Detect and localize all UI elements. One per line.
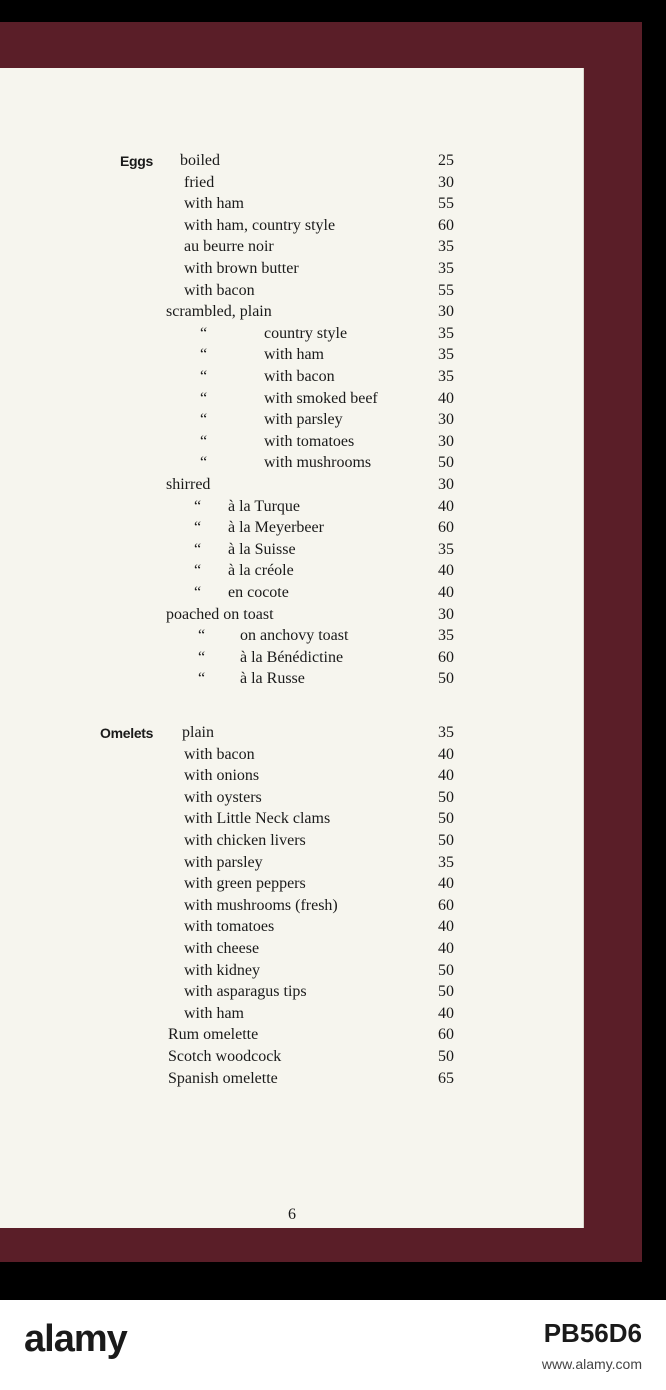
item-name: scrambled, plain: [166, 303, 272, 321]
menu-row: [0, 625, 584, 647]
menu-row: [0, 431, 584, 453]
item-name: country style: [264, 324, 348, 342]
item-price: 40: [438, 562, 454, 580]
item-name: with ham: [184, 195, 244, 213]
item-name: with parsley: [264, 411, 343, 429]
menu-row: [0, 496, 584, 518]
item-name: with mushrooms (fresh): [184, 896, 338, 914]
ditto-mark: “: [198, 627, 206, 645]
ditto-mark: “: [200, 389, 208, 407]
menu-row: [0, 765, 584, 787]
item-name: with Little Neck clams: [184, 810, 331, 828]
item-price: 50: [438, 832, 454, 849]
watermark-url: www.alamy.com: [541, 1356, 642, 1372]
item-name: on anchovy toast: [240, 627, 349, 645]
item-price: 40: [438, 918, 454, 936]
menu-row: [0, 938, 584, 960]
item-price: 50: [438, 670, 454, 688]
menu-row: [0, 1068, 584, 1090]
item-price: 40: [438, 389, 454, 407]
ditto-mark: “: [200, 411, 208, 429]
menu-row: [0, 604, 584, 626]
item-price: 60: [438, 1026, 454, 1044]
item-name: with bacon: [264, 368, 335, 385]
item-price: 55: [438, 195, 454, 213]
item-price: 40: [438, 745, 454, 763]
menu-row: [0, 916, 584, 938]
menu-row: [0, 981, 584, 1003]
item-price: 35: [438, 324, 454, 342]
item-price: 40: [438, 940, 454, 957]
menu-row: [0, 323, 584, 345]
item-name: Rum omelette: [168, 1026, 259, 1044]
item-name: with oysters: [184, 788, 262, 806]
menu-row: [0, 787, 584, 809]
item-price: 30: [438, 432, 454, 450]
item-name: with asparagus tips: [184, 983, 307, 1001]
menu-row: [0, 808, 584, 830]
item-name: with bacon: [184, 281, 255, 299]
item-name: with kidney: [184, 961, 260, 979]
item-price: 60: [438, 216, 454, 234]
ditto-mark: “: [200, 454, 208, 472]
menu-row: [0, 517, 584, 539]
watermark-brand: alamy: [24, 1318, 127, 1360]
menu-row: [0, 193, 584, 215]
item-price: 30: [438, 303, 454, 321]
item-name: poached on toast: [166, 605, 274, 623]
item-price: 35: [438, 853, 454, 871]
page-number: 6: [288, 1206, 296, 1223]
item-name: with ham, country style: [184, 216, 336, 234]
menu-row: [0, 474, 584, 496]
menu-row: [0, 582, 584, 604]
item-name: Spanish omelette: [168, 1069, 278, 1087]
ditto-mark: “: [200, 346, 208, 364]
menu-row: [0, 452, 584, 474]
item-name: à la Meyerbeer: [228, 519, 324, 537]
item-price: 55: [438, 281, 454, 299]
item-name: with ham: [184, 1004, 244, 1022]
item-price: 35: [438, 238, 454, 256]
item-name: en cocote: [228, 584, 289, 601]
menu-row: [0, 830, 584, 852]
menu-row: [0, 722, 584, 744]
menu-row: [0, 1046, 584, 1068]
item-price: 35: [438, 540, 454, 558]
menu-row: [0, 895, 584, 917]
item-price: 50: [438, 810, 454, 828]
item-name: with brown butter: [184, 260, 299, 277]
ditto-mark: “: [200, 432, 208, 450]
item-price: 65: [438, 1069, 454, 1087]
watermark-code: PB56D6: [543, 1318, 642, 1348]
item-name: with bacon: [184, 745, 255, 763]
menu-row: [0, 301, 584, 323]
ditto-mark: “: [194, 540, 202, 558]
item-price: 50: [438, 454, 454, 472]
menu-row: [0, 960, 584, 982]
item-name: with ham: [264, 346, 324, 364]
menu-row: [0, 366, 584, 388]
ditto-mark: “: [194, 519, 202, 537]
item-price: 35: [438, 724, 454, 741]
ditto-mark: “: [198, 648, 206, 666]
item-price: 50: [438, 1048, 454, 1065]
item-price: 40: [438, 497, 454, 515]
menu-row: [0, 150, 584, 172]
item-price: 30: [438, 411, 454, 429]
section-label: Eggs: [120, 153, 154, 169]
menu-row: [0, 344, 584, 366]
item-price: 35: [438, 346, 454, 364]
ditto-mark: “: [200, 324, 208, 342]
item-name: with chicken livers: [184, 832, 306, 849]
item-price: 50: [438, 788, 454, 806]
item-price: 40: [438, 1004, 454, 1022]
item-name: with onions: [184, 767, 260, 785]
menu-row: [0, 539, 584, 561]
item-price: 50: [438, 983, 454, 1001]
menu-row: [0, 647, 584, 669]
item-name: boiled: [180, 152, 220, 169]
item-price: 60: [438, 519, 454, 537]
item-name: with cheese: [184, 940, 260, 957]
item-price: 40: [438, 875, 454, 893]
item-price: 30: [438, 476, 454, 493]
item-name: with parsley: [184, 853, 263, 871]
menu-page: [0, 68, 584, 1228]
item-price: 30: [438, 173, 454, 191]
menu-row: [0, 258, 584, 280]
ditto-mark: “: [194, 497, 202, 515]
item-price: 40: [438, 767, 454, 785]
menu-row: [0, 560, 584, 582]
ditto-mark: “: [198, 670, 206, 688]
menu-row: [0, 668, 584, 690]
menu-row: [0, 409, 584, 431]
item-name: plain: [182, 724, 214, 741]
menu-row: [0, 1003, 584, 1025]
item-price: 60: [438, 648, 454, 666]
item-name: shirred: [166, 476, 211, 493]
item-name: with tomatoes: [264, 432, 355, 450]
menu-row: [0, 280, 584, 302]
item-name: à la Russe: [240, 670, 305, 688]
item-name: with tomatoes: [184, 918, 275, 936]
item-price: 40: [438, 584, 454, 601]
item-name: à la Turque: [228, 497, 300, 515]
item-name: à la Bénédictine: [240, 648, 344, 666]
item-price: 60: [438, 896, 454, 914]
item-price: 35: [438, 627, 454, 645]
item-price: 35: [438, 260, 454, 277]
ditto-mark: “: [194, 584, 202, 601]
item-name: with green peppers: [184, 875, 306, 893]
ditto-mark: “: [200, 368, 208, 385]
item-name: fried: [184, 173, 215, 191]
item-name: with mushrooms: [264, 454, 372, 472]
menu-row: [0, 1024, 584, 1046]
item-price: 25: [438, 152, 454, 169]
item-price: 30: [438, 605, 454, 623]
item-name: Scotch woodcock: [168, 1048, 282, 1065]
item-name: au beurre noir: [184, 238, 274, 256]
section-label: Omelets: [100, 725, 154, 741]
menu-row: [0, 852, 584, 874]
menu-row: [0, 215, 584, 237]
menu-row: [0, 236, 584, 258]
item-price: 50: [438, 961, 454, 979]
menu-row: [0, 744, 584, 766]
item-name: à la créole: [228, 562, 294, 580]
item-name: à la Suisse: [228, 540, 296, 558]
menu-row: [0, 873, 584, 895]
item-name: with smoked beef: [264, 389, 378, 407]
menu-row: [0, 388, 584, 410]
ditto-mark: “: [194, 562, 202, 580]
menu-row: [0, 172, 584, 194]
item-price: 35: [438, 368, 454, 385]
